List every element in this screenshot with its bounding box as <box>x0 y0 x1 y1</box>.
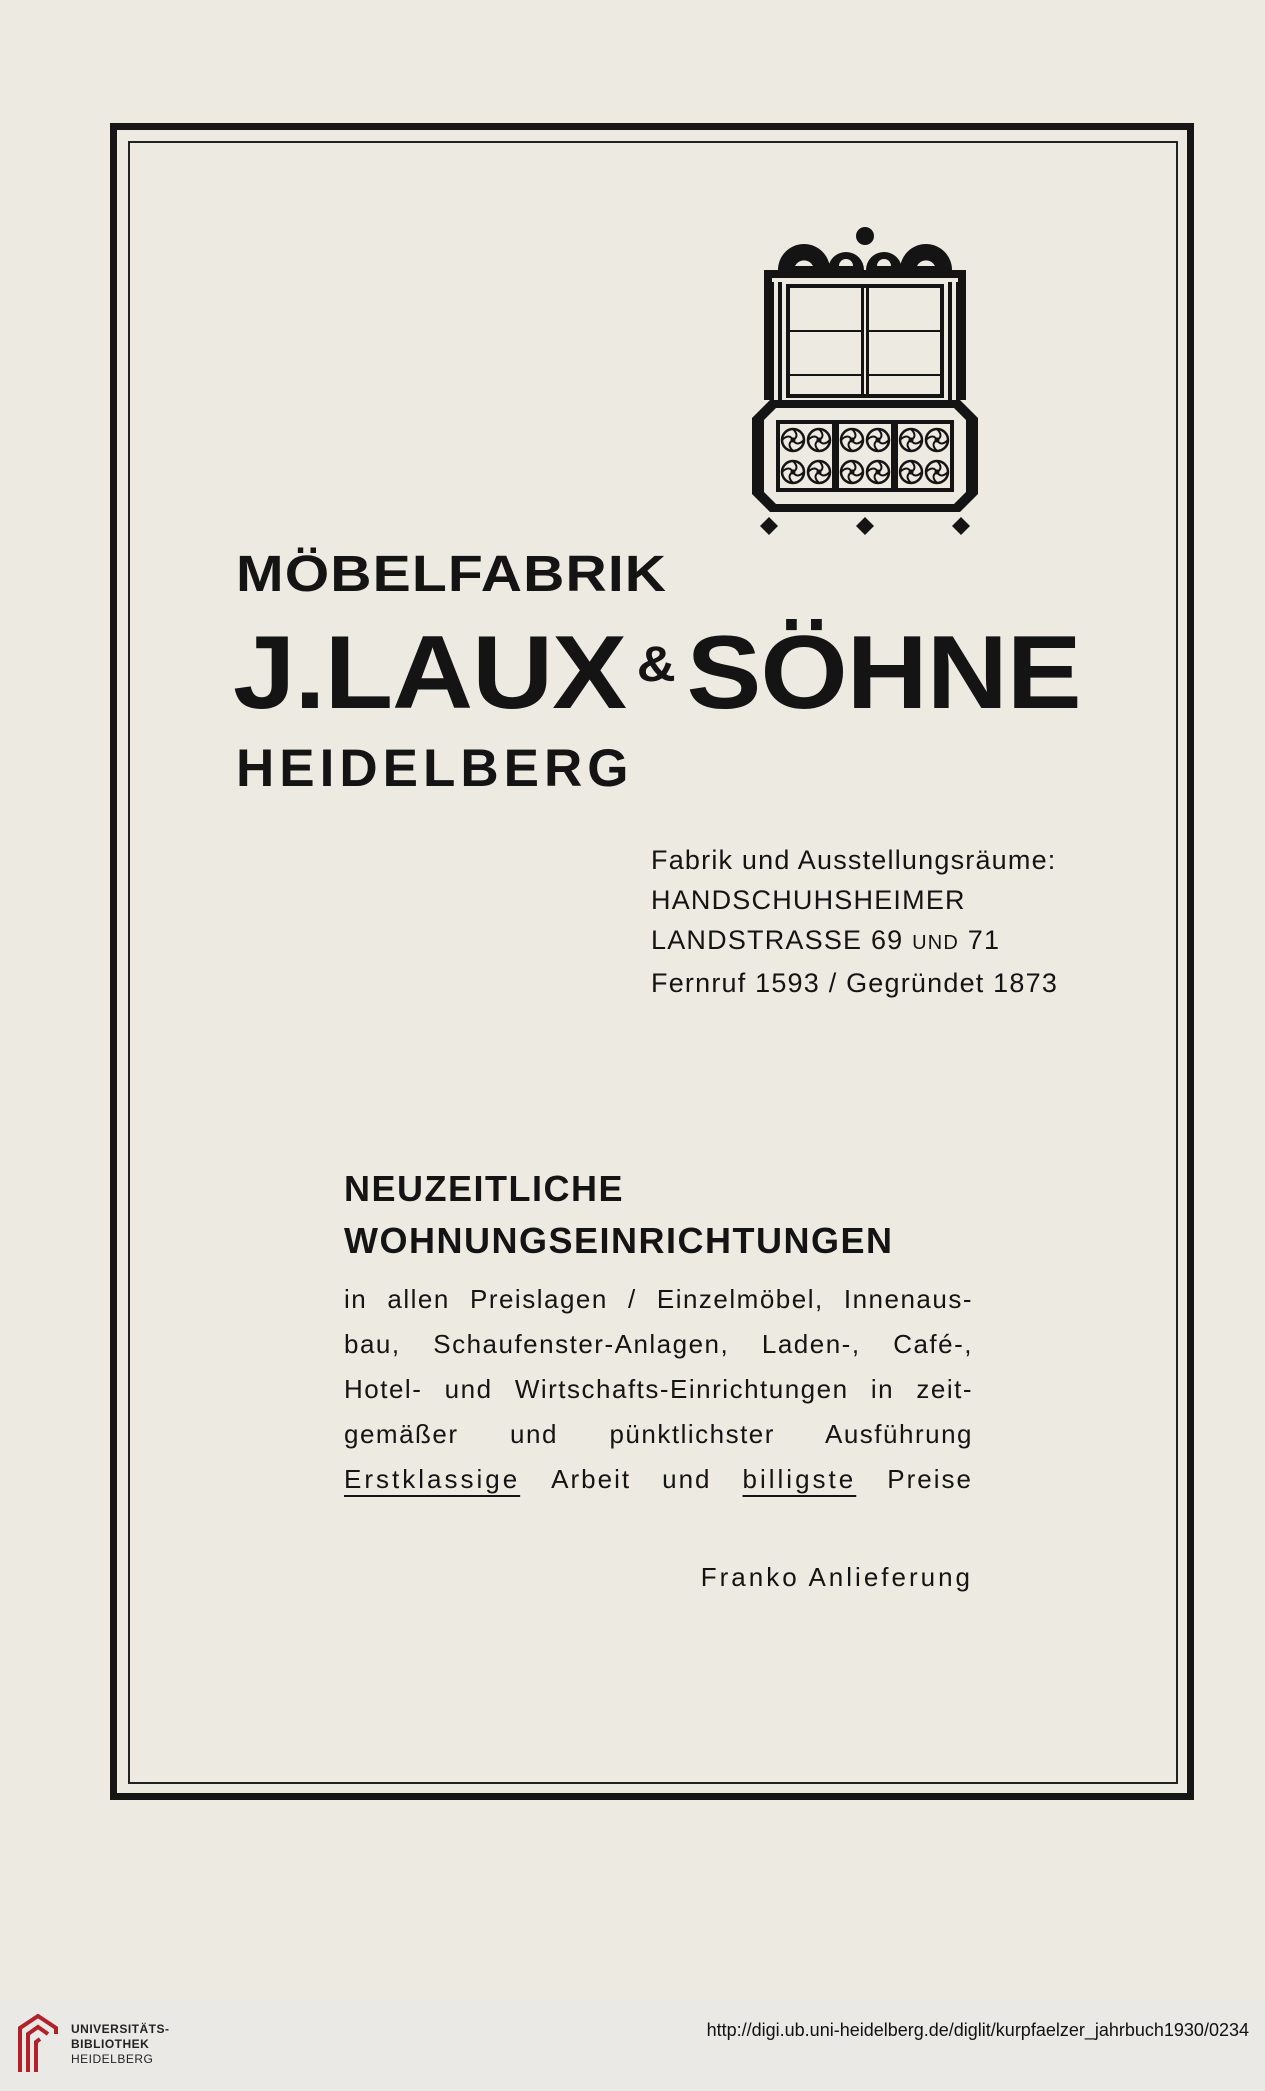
offer-description <box>344 1277 973 1457</box>
company-name <box>233 614 1081 733</box>
company-name-part1: J.LAUX <box>233 615 626 731</box>
quality-word-5: Preise <box>887 1464 973 1494</box>
quality-word-3: und <box>662 1464 712 1494</box>
address-street-2-und: UND <box>912 932 960 954</box>
address-label: Fabrik und Ausstellungsräume: <box>651 845 1057 875</box>
address-street-2-b: 71 <box>959 925 1001 955</box>
delivery-note: Franko Anlieferung <box>700 1562 973 1592</box>
offer-heading-line2: WOHNUNGSEINRICHTUNGEN <box>344 1220 894 1261</box>
address-street-2-a: LANDSTRASSE 69 <box>651 925 913 955</box>
footer-bar <box>0 2000 1265 2091</box>
address-block <box>651 840 1058 1003</box>
description-line-2: bau, Schaufenster-Anlagen, Laden-, Café-, <box>344 1329 973 1359</box>
quality-word-1: Erstklassige <box>344 1464 521 1494</box>
source-url-link[interactable]: http://digi.ub.uni-heidelberg.de/diglit/kurpfaelzer_jahrbuch1930/0234 <box>706 2020 1249 2040</box>
library-name-line1: UNIVERSITÄTS- <box>71 2022 170 2036</box>
quality-line <box>344 1464 973 1495</box>
quality-word-4: billigste <box>742 1464 857 1494</box>
address-street-1: HANDSCHUHSHEIMER <box>651 885 966 915</box>
university-library-logo-icon <box>14 2014 62 2074</box>
ampersand: & <box>636 635 676 692</box>
description-line-3: Hotel- und Wirtschafts-Einrichtungen in zeit- <box>344 1374 973 1404</box>
phone-founded-line: Fernruf 1593 / Gegründet 1873 <box>651 968 1059 998</box>
offer-heading-line1: NEUZEITLICHE <box>344 1168 625 1209</box>
description-line-1: in allen Preislagen / Einzelmöbel, Innenaus- <box>344 1284 973 1314</box>
company-type-title: MÖBELFABRIK <box>236 545 668 602</box>
library-name-line2: BIBLIOTHEK <box>71 2037 150 2051</box>
description-line-4: gemäßer und pünktlichster Ausführung <box>344 1419 973 1449</box>
company-name-part2: SÖHNE <box>686 615 1081 731</box>
library-name <box>71 2022 170 2067</box>
offer-heading <box>344 1163 894 1267</box>
address-street-2 <box>651 920 1058 963</box>
company-city: HEIDELBERG <box>236 739 634 798</box>
cabinet-illustration <box>738 222 992 546</box>
quality-word-2: Arbeit <box>551 1464 632 1494</box>
library-name-line3: HEIDELBERG <box>71 2052 154 2066</box>
